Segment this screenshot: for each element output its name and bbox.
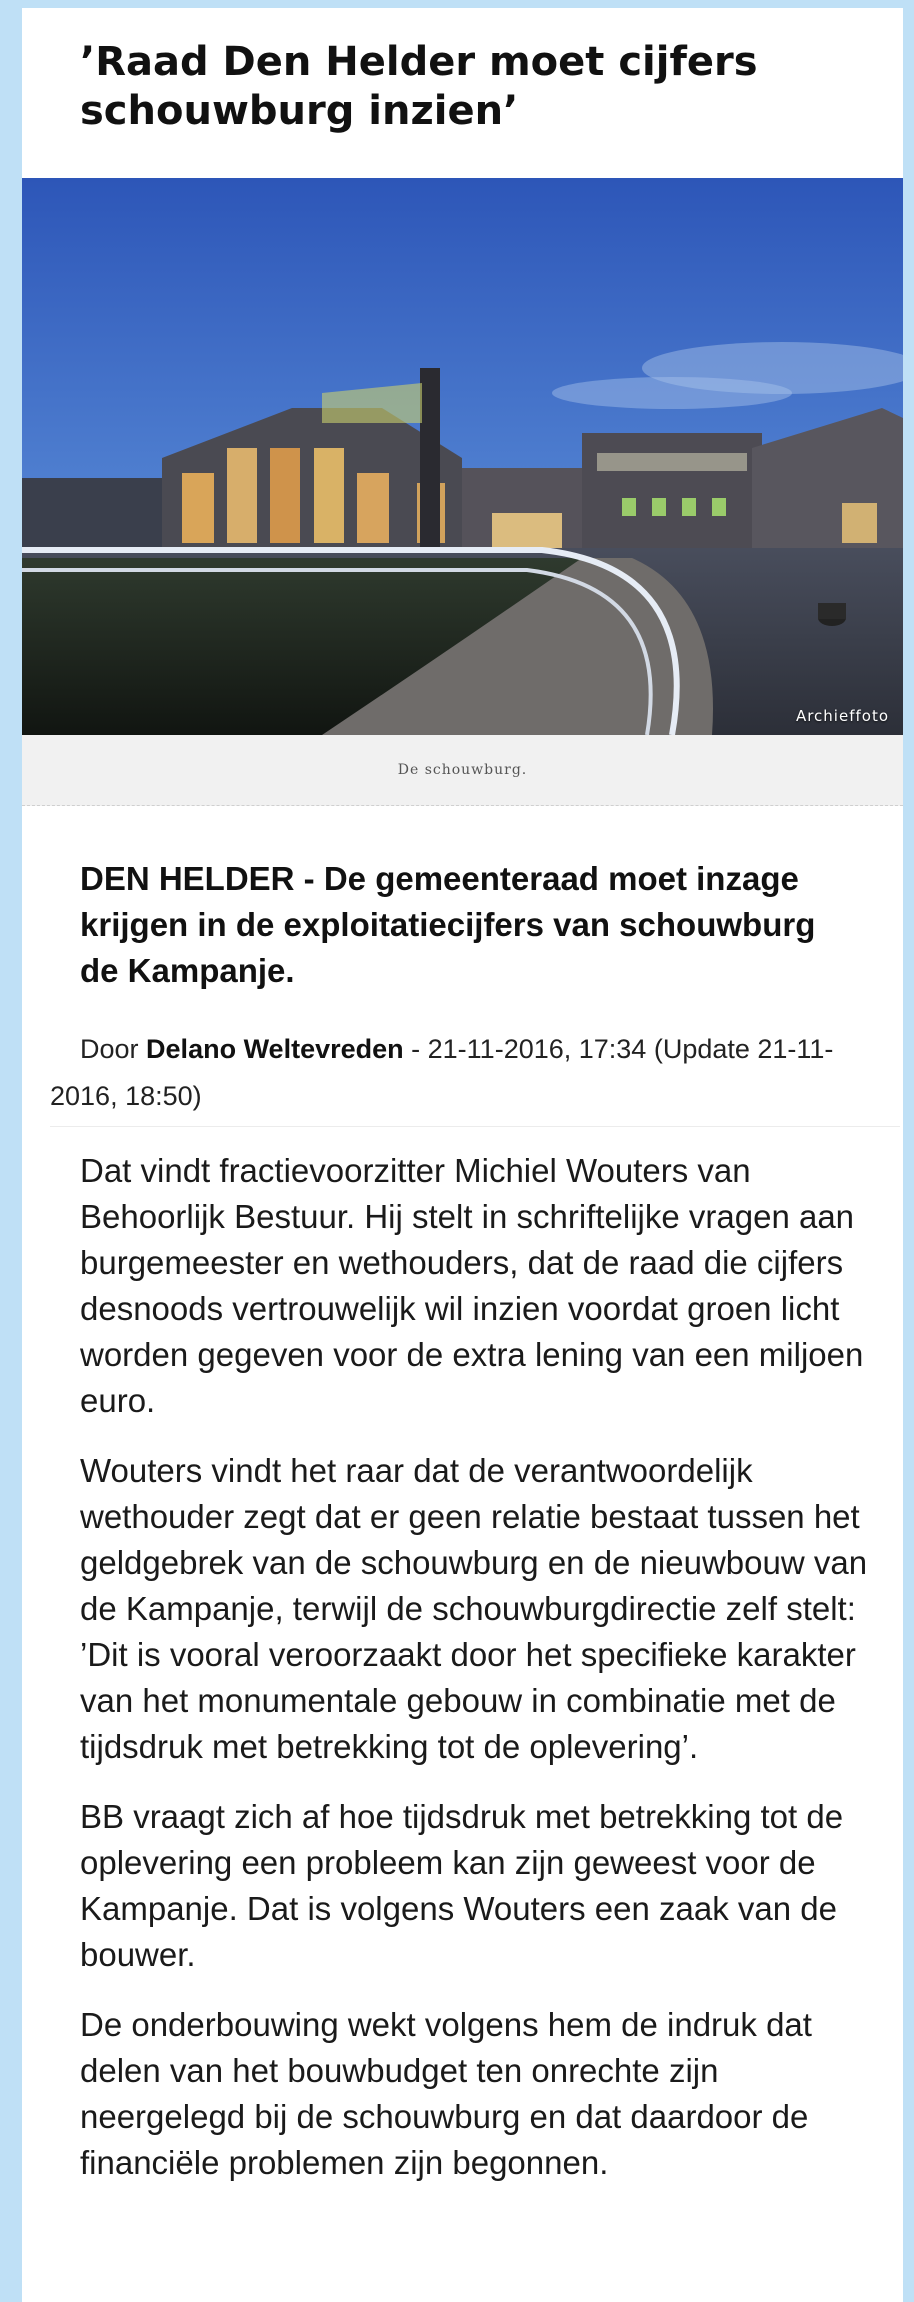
article-card xyxy=(22,8,903,2302)
photo-caption-bar xyxy=(22,735,903,806)
article-body xyxy=(80,1148,870,2210)
byline-author[interactable]: Delano Weltevreden xyxy=(146,1034,404,1064)
article-paragraph: Dat vindt fractievoorzitter Michiel Wouters van Behoorlijk Bestuur. Hij stelt in schriftelijke vragen aan burgemeester en wethouders, dat de raad die cijfers desnoods vertrouwelijk wil inzien voordat groen licht worden gegeven voor de extra lening van een miljoen euro. xyxy=(80,1152,864,1419)
article-paragraph: De onderbouwing wekt volgens hem de indruk dat delen van het bouwbudget ten onrechte zijn neergelegd bij de schouwburg en dat daardoor de financiële problemen zijn begonnen. xyxy=(80,2006,812,2181)
article-paragraph: Wouters vindt het raar dat de verantwoordelijk wethouder zegt dat er geen relatie bestaat tussen het geldgebrek van de schouwburg en de nieuwbouw van de Kampanje, terwijl de schouwburgdirectie zelf stelt: ’Dit is vooral veroorzaakt door het specifieke karakter van het monumentale gebouw in combinatie met de tijdsdruk met betrekking tot de oplevering’. xyxy=(80,1452,868,1765)
schouwburg-photo-illustration xyxy=(22,178,903,735)
photo-credit: Archieffoto xyxy=(795,707,889,725)
article-lead: DEN HELDER - De gemeenteraad moet inzage krijgen in de exploitatiecijfers van schouwburg de Kampanje. xyxy=(80,860,816,989)
article-headline: ’Raad Den Helder moet cijfers schouwburg inzien’ xyxy=(80,39,758,134)
byline-date: - 21-11-2016, 17:34 (Update 21-11-2016, 18:50) xyxy=(50,1034,834,1111)
byline-prefix: Door xyxy=(80,1034,139,1064)
article-paragraph: BB vraagt zich af hoe tijdsdruk met betrekking tot de oplevering een probleem kan zijn geweest voor de Kampanje. Dat is volgens Wouters een zaak van de bouwer. xyxy=(80,1798,844,1973)
photo-caption: De schouwburg. xyxy=(397,762,528,778)
article-photo[interactable] xyxy=(22,178,903,735)
article-byline xyxy=(50,1026,900,1127)
